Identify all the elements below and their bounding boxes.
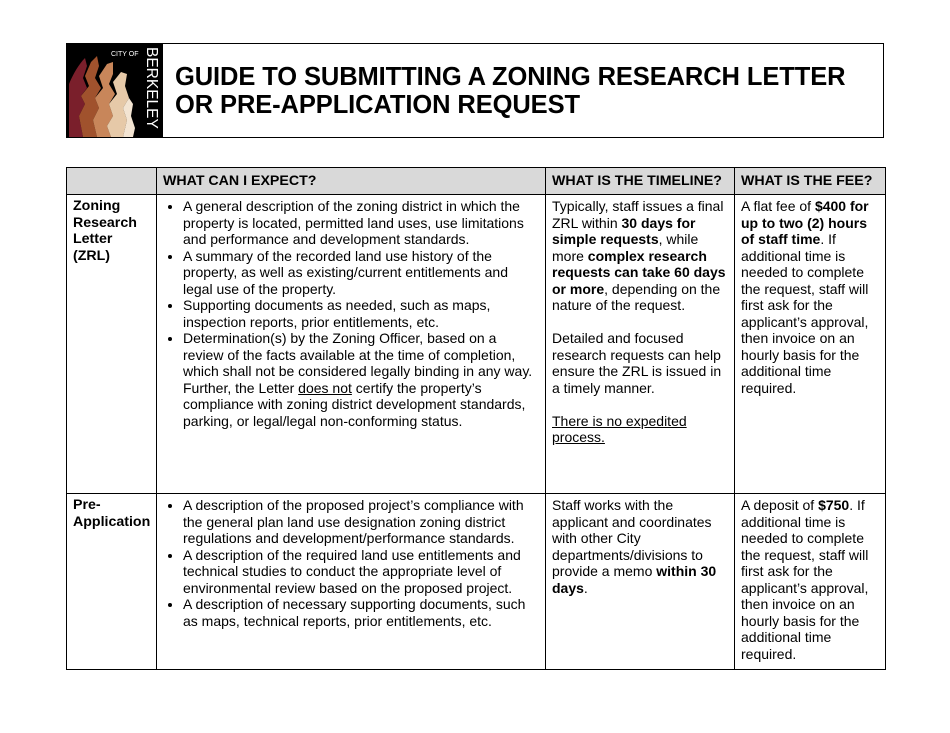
text-span: , while more — [552, 231, 699, 264]
bold-text: complex research requests can take 60 days or more — [552, 247, 726, 297]
bold-text: $400 for up to two (2) hours of staff time — [741, 198, 869, 247]
header-cell-expect: WHAT CAN I EXPECT? — [157, 168, 546, 195]
list-item: • A summary of the recorded land use history of the property, as well as existing/current entitlements and legal use of the property. — [183, 248, 539, 298]
logo-berkeley-text: BERKELEY — [143, 47, 160, 129]
bold-text: 30 days for simple requests — [552, 214, 696, 247]
row-label-line: Pre- — [73, 497, 101, 513]
header-cell-fee: WHAT IS THE FEE? — [735, 168, 886, 195]
header-cell-timeline: WHAT IS THE TIMELINE? — [546, 168, 735, 195]
row-label-line: Letter — [73, 231, 113, 247]
city-of-berkeley-logo — [67, 44, 163, 137]
text-span: , depending on the nature of the request. — [552, 280, 721, 313]
page-title — [175, 63, 885, 119]
zrl-timeline-cell — [546, 195, 735, 494]
list-item: • A description of the proposed project’s compliance with the general plan land use designation zoning district regulations and development/performance standards. — [183, 497, 539, 547]
header-cell-blank — [67, 168, 157, 195]
preapp-timeline-cell — [546, 494, 735, 670]
row-label-line: (ZRL) — [73, 247, 111, 264]
table-row-zrl — [67, 195, 886, 494]
list-item: • A description of necessary supporting documents, such as maps, technical reports, prior entitlements, etc. — [183, 596, 539, 629]
guide-table — [66, 167, 886, 670]
list-item: • A general description of the zoning district in which the property is located, permitted land uses, use limitations and performance and development standards. — [183, 198, 539, 248]
page-title-line-2: OR PRE-APPLICATION REQUEST — [175, 91, 580, 119]
zrl-timeline-paragraph-3: There is no expedited process. — [552, 412, 687, 445]
list-item: • A description of the required land use entitlements and technical studies to conduct the appropriate level of environmental review based on the proposed project. — [183, 547, 539, 597]
text-span: . If additional time is needed to complete the request, staff will first ask for the applicant’s approval, then invoice on an hourly basis for the additional time required. — [741, 497, 869, 662]
bold-text: $750 — [818, 497, 850, 513]
list-item — [183, 330, 539, 429]
text-span: Staff works with the applicant and coordinates with other City departments/divisions to provide a memo — [552, 497, 712, 579]
text-span: A deposit of — [741, 497, 819, 513]
bold-text: within 30 days — [552, 563, 717, 596]
zrl-expect-cell — [157, 195, 546, 494]
preapp-expect-cell — [157, 494, 546, 670]
preapp-expect-list — [163, 497, 539, 629]
row-label-line: Zoning — [73, 198, 121, 214]
row-label-line: Research — [73, 214, 137, 231]
zrl-expect-list — [163, 198, 539, 429]
text-span: . If additional time is needed to complete the request, staff will first ask for the applicant’s approval, then invoice on an hourly basis for the additional time required. — [741, 231, 869, 396]
list-item-text: Determination(s) by the Zoning Officer, based on a review of the facts available at the time of completion, which shall not be considered legally binding in any way. Further, the Letter — [183, 330, 533, 396]
list-item-text: certify the property’s compliance with zoning district development standards, parking, or legal/legal non-conforming status. — [183, 379, 526, 429]
zrl-fee-cell — [735, 195, 886, 494]
row-label-zrl — [67, 195, 157, 494]
text-span: Typically, staff issues a final ZRL within — [552, 198, 724, 231]
logo-city-of-text: CITY OF — [111, 51, 139, 58]
table-row-preapp — [67, 494, 886, 670]
list-item: • Supporting documents as needed, such as maps, inspection reports, prior entitlements, etc. — [183, 297, 539, 330]
underlined-text: does not — [298, 379, 352, 396]
document-header — [66, 43, 884, 138]
zrl-timeline-paragraph-2: Detailed and focused research requests can help ensure the ZRL is issued in a timely manner. — [552, 330, 722, 396]
row-label-preapp — [67, 494, 157, 670]
page-title-line-1: GUIDE TO SUBMITTING A ZONING RESEARCH LETTER — [175, 63, 846, 91]
text-span: A flat fee of — [741, 198, 815, 214]
preapp-fee-cell — [735, 494, 886, 670]
text-span: . — [583, 579, 588, 596]
table-header-row — [67, 168, 886, 195]
row-label-line: Application — [73, 513, 151, 530]
zrl-timeline-paragraph-1 — [552, 198, 728, 314]
